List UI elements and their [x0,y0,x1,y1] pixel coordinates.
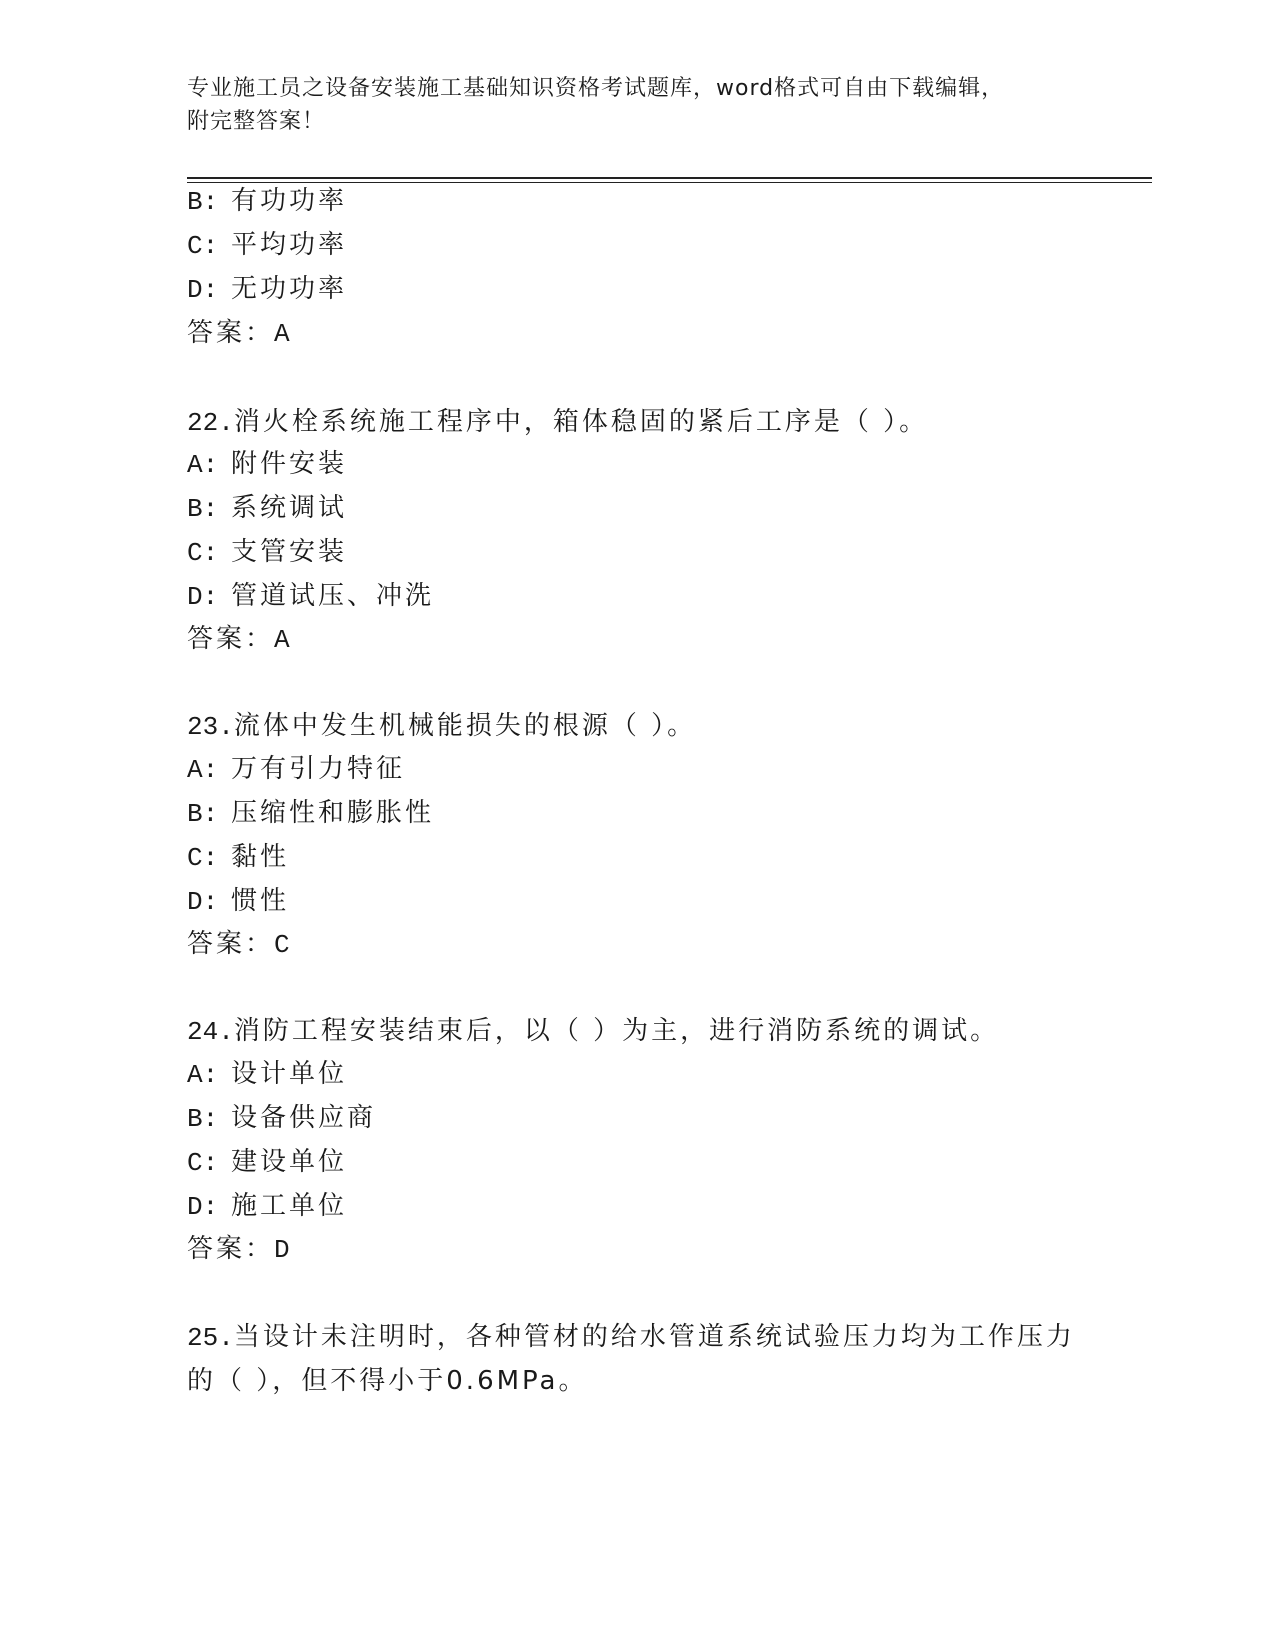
question-number: 23. [187,712,234,742]
answer-value: A [274,319,290,349]
question-text: 消防工程安装结束后，以（ ）为主，进行消防系统的调试。 [233,1016,1000,1046]
option-key: D: [187,887,219,917]
option-key: C: [187,843,219,873]
option-key: B: [187,187,219,217]
option-key: A: [187,755,219,785]
header-line-2: 附完整答案！ [187,109,326,134]
answer-label: 答案： [187,1234,275,1264]
question-24-option-b [187,1101,376,1136]
question-23-option-b [187,796,434,831]
option-text: 设计单位 [231,1059,348,1089]
document-header [187,72,1087,138]
question-text: 流体中发生机械能损失的根源（ ）。 [233,711,697,741]
option-text: 压缩性和膨胀性 [231,798,435,828]
header-divider-thin [187,182,1152,183]
question-23-option-a [187,752,405,787]
header-line-1: 专业施工员之设备安装施工基础知识资格考试题库，word格式可自由下载编辑， [187,76,1005,101]
option-text: 惯性 [231,886,290,916]
option-key: B: [187,1104,219,1134]
question-25-stem-line-2 [187,1364,588,1398]
question-text-continued: 的（ ），但不得小于0.6MPa。 [187,1366,588,1396]
question-number: 22. [187,408,234,438]
option-text: 施工单位 [231,1191,348,1221]
answer-value: D [274,1235,290,1265]
question-24-option-a [187,1057,347,1092]
option-text: 系统调试 [231,493,348,523]
answer-value: A [274,625,290,655]
option-key: B: [187,799,219,829]
option-text: 无功功率 [231,274,348,304]
option-text: 管道试压、冲洗 [231,581,435,611]
answer-label: 答案： [187,624,275,654]
question-24-answer [187,1232,290,1267]
option-key: C: [187,538,219,568]
option-key: A: [187,1060,219,1090]
option-key: D: [187,1192,219,1222]
option-key: D: [187,275,219,305]
question-text: 消火栓系统施工程序中，箱体稳固的紧后工序是（ ）。 [233,407,929,437]
option-text: 有功功率 [231,186,348,216]
option-text: 支管安装 [231,537,348,567]
answer-label: 答案： [187,929,275,959]
question-number: 25. [187,1323,234,1353]
option-text: 黏性 [231,842,290,872]
prev-option-d [187,272,347,307]
question-22-option-d [187,579,434,614]
question-22-option-a [187,447,347,482]
question-text: 当设计未注明时，各种管材的给水管道系统试验压力均为工作压力 [233,1322,1075,1352]
option-text: 万有引力特征 [231,754,406,784]
option-key: B: [187,494,219,524]
prev-option-b [187,184,347,219]
question-23-answer [187,927,290,962]
header-divider-thick [187,177,1152,179]
question-24-option-d [187,1189,347,1224]
option-text: 平均功率 [231,230,348,260]
question-22-option-c [187,535,347,570]
option-text: 建设单位 [231,1147,348,1177]
question-number: 24. [187,1017,234,1047]
question-24-option-c [187,1145,347,1180]
question-23-option-d [187,884,289,919]
question-22-stem [187,405,928,440]
option-key: A: [187,450,219,480]
option-text: 设备供应商 [231,1103,377,1133]
option-key: C: [187,231,219,261]
prev-option-c [187,228,347,263]
question-25-stem-line-1 [187,1320,1075,1355]
question-22-answer [187,622,290,657]
answer-value: C [274,930,290,960]
option-text: 附件安装 [231,449,348,479]
question-23-option-c [187,840,289,875]
answer-label: 答案： [187,318,275,348]
question-24-stem [187,1014,999,1049]
option-key: D: [187,582,219,612]
prev-answer [187,316,290,351]
option-key: C: [187,1148,219,1178]
question-22-option-b [187,491,347,526]
question-23-stem [187,709,696,744]
